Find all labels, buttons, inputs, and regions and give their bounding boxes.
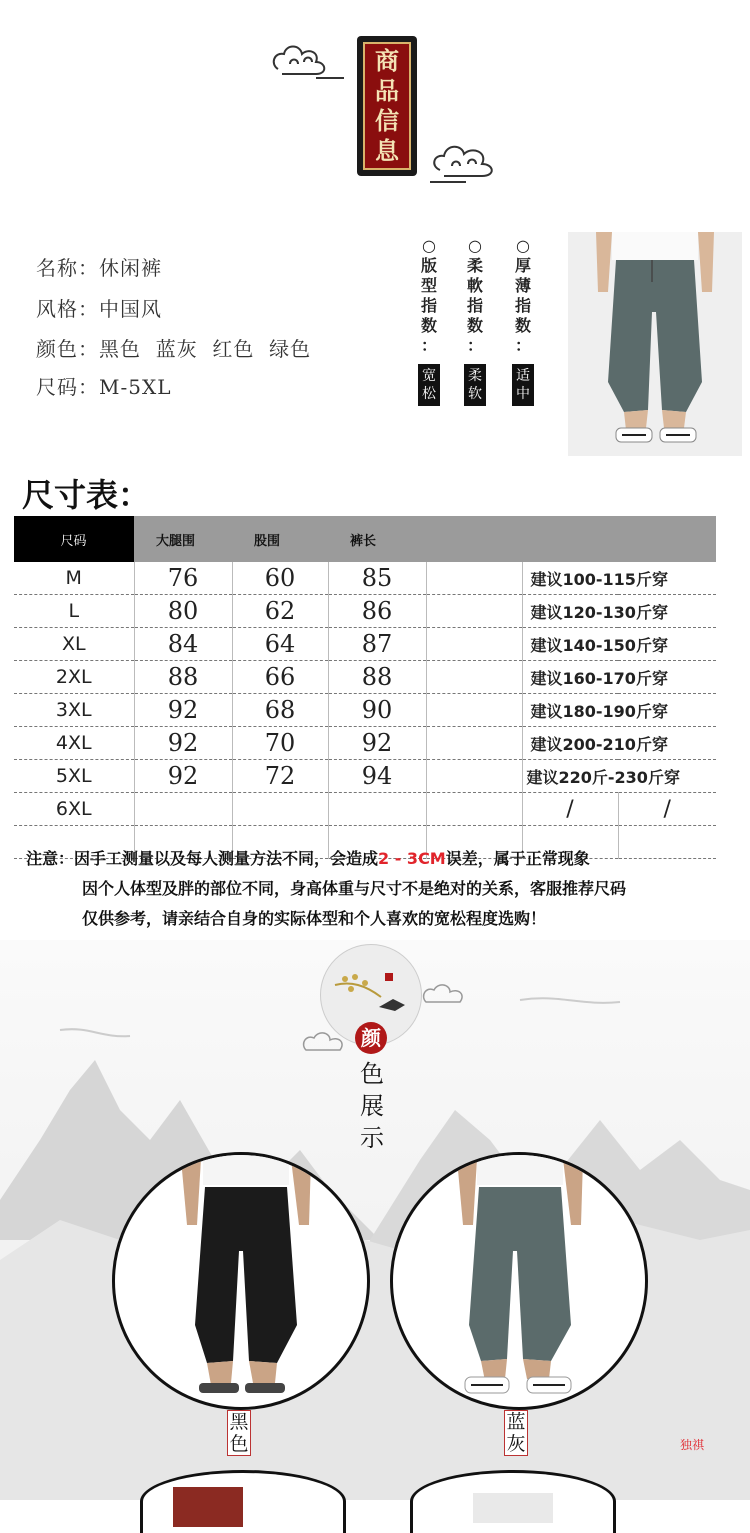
thickness-index-value: 适 中	[512, 364, 534, 406]
length-cell: 92	[328, 727, 426, 760]
advice-cell: 建议120-130斤穿	[522, 595, 716, 628]
softness-index-heading: ○ 柔 軟 指 数 ：	[466, 236, 483, 355]
softness-index	[464, 236, 486, 406]
advice-cell: 建议100-115斤穿	[522, 562, 716, 595]
thigh-cell: 76	[134, 562, 232, 595]
thigh-cell: 88	[134, 661, 232, 694]
hip-cell	[232, 793, 328, 826]
banner-char: 信	[375, 106, 399, 135]
advice-cell: /	[522, 793, 618, 826]
header-hip: 股围	[232, 516, 328, 562]
hip-cell: 62	[232, 595, 328, 628]
empty-cell	[426, 793, 522, 826]
empty-cell	[426, 661, 522, 694]
size-cell: 6XL	[14, 793, 134, 826]
empty-cell	[618, 826, 716, 859]
product-name-row	[36, 252, 162, 281]
color-swatch-green[interactable]	[410, 1470, 616, 1533]
cloud-ornament-small	[420, 978, 480, 1010]
color-label-black: 黑 色	[227, 1410, 251, 1456]
note-line-2: 因个人体型及胖的部位不同，身高体重与尺寸不是绝对的关系，客服推荐尺码	[82, 879, 627, 898]
softness-index-value: 柔 软	[464, 364, 486, 406]
length-cell: 88	[328, 661, 426, 694]
fit-index-value: 宽 松	[418, 364, 440, 406]
hip-cell: 66	[232, 661, 328, 694]
color-section-seal: 颜	[355, 1022, 387, 1054]
thigh-cell: 92	[134, 694, 232, 727]
red-pants-preview	[173, 1487, 243, 1527]
banner-char: 商	[375, 46, 399, 75]
table-row	[14, 727, 716, 760]
hip-cell: 70	[232, 727, 328, 760]
name-value: 休闲裤	[99, 256, 162, 280]
hip-cell: 68	[232, 694, 328, 727]
style-label: 风格：	[36, 297, 99, 321]
table-row	[14, 661, 716, 694]
length-cell: 94	[328, 760, 426, 793]
size-cell: 5XL	[14, 760, 134, 793]
fit-index-heading: ○ 版 型 指 数 ：	[420, 236, 437, 355]
header-empty	[618, 516, 716, 562]
header-size: 尺码	[14, 516, 134, 562]
size-chart-title: 尺寸表：	[22, 476, 151, 514]
advice-cell: /	[618, 793, 716, 826]
advice-cell: 建议180-190斤穿	[522, 694, 716, 727]
error-range-highlight: 2 - 3CM	[378, 849, 446, 868]
color-swatch-red[interactable]	[140, 1470, 346, 1533]
note-line-1: 注意：因手工测量以及每人测量方法不同，会造成2 - 3CM误差，属于正常现象	[26, 849, 590, 868]
size-value: M-5XL	[99, 375, 172, 399]
shop-watermark: 独祺	[680, 1438, 705, 1452]
empty-cell	[426, 694, 522, 727]
banner-char: 品	[375, 76, 399, 105]
thigh-cell	[134, 793, 232, 826]
size-cell: 2XL	[14, 661, 134, 694]
size-chart-table	[14, 516, 716, 859]
section-title-char: 示	[360, 1124, 384, 1152]
name-label: 名称：	[36, 256, 99, 280]
table-row	[14, 628, 716, 661]
empty-cell	[426, 760, 522, 793]
color-swatch-blue-gray[interactable]	[390, 1152, 648, 1410]
banner-frame	[363, 42, 411, 170]
header-empty	[426, 516, 522, 562]
fit-index	[418, 236, 440, 406]
thigh-cell: 92	[134, 760, 232, 793]
header-empty	[522, 516, 618, 562]
advice-cell: 建议200-210斤穿	[522, 727, 716, 760]
table-row	[14, 694, 716, 727]
table-row	[14, 562, 716, 595]
empty-cell	[426, 562, 522, 595]
size-label: 尺码：	[36, 375, 99, 399]
green-pants-preview	[473, 1493, 553, 1523]
length-cell	[328, 793, 426, 826]
product-style-row	[36, 293, 162, 322]
size-cell: L	[14, 595, 134, 628]
header-thigh: 大腿围	[134, 516, 232, 562]
thigh-cell: 92	[134, 727, 232, 760]
thigh-cell: 80	[134, 595, 232, 628]
size-cell: 4XL	[14, 727, 134, 760]
advice-cell: 建议160-170斤穿	[522, 661, 716, 694]
empty-cell	[426, 628, 522, 661]
color-label-blue-gray: 蓝 灰	[504, 1410, 528, 1456]
table-row	[14, 760, 716, 793]
product-info-banner	[357, 36, 417, 176]
cloud-ornament-left	[268, 34, 348, 84]
hip-cell: 64	[232, 628, 328, 661]
size-chart-header-row	[14, 516, 716, 562]
black-pants-illustration	[115, 1155, 367, 1407]
pants-illustration	[568, 232, 742, 456]
thigh-cell: 84	[134, 628, 232, 661]
advice-cell: 建议220斤-230斤穿	[522, 760, 716, 793]
thickness-index-heading: ○ 厚 薄 指 数 ：	[514, 236, 531, 355]
banner-char: 息	[375, 136, 399, 165]
size-cell: XL	[14, 628, 134, 661]
hip-cell: 60	[232, 562, 328, 595]
header-length: 裤长	[328, 516, 426, 562]
empty-cell	[426, 727, 522, 760]
length-cell: 90	[328, 694, 426, 727]
size-cell: M	[14, 562, 134, 595]
empty-cell	[426, 595, 522, 628]
colors-label: 颜色：	[36, 337, 99, 361]
product-colors-row	[36, 333, 311, 362]
cloud-ornament-small	[300, 1026, 360, 1058]
section-title-char: 展	[360, 1092, 384, 1120]
thickness-index	[512, 236, 534, 406]
length-cell: 86	[328, 595, 426, 628]
colors-value: 黑色 蓝灰 红色 绿色	[99, 337, 312, 361]
section-title-char: 色	[360, 1060, 384, 1088]
product-photo	[568, 232, 742, 456]
table-row	[14, 793, 716, 826]
note-line-3: 仅供参考，请亲结合自身的实际体型和个人喜欢的宽松程度选购！	[82, 909, 547, 928]
length-cell: 85	[328, 562, 426, 595]
product-size-row	[36, 371, 171, 400]
cloud-ornament-right	[426, 132, 506, 187]
table-row	[14, 595, 716, 628]
style-value: 中国风	[99, 297, 162, 321]
length-cell: 87	[328, 628, 426, 661]
blue-gray-pants-illustration	[393, 1155, 645, 1407]
size-cell: 3XL	[14, 694, 134, 727]
advice-cell: 建议140-150斤穿	[522, 628, 716, 661]
color-swatch-black[interactable]	[112, 1152, 370, 1410]
hip-cell: 72	[232, 760, 328, 793]
